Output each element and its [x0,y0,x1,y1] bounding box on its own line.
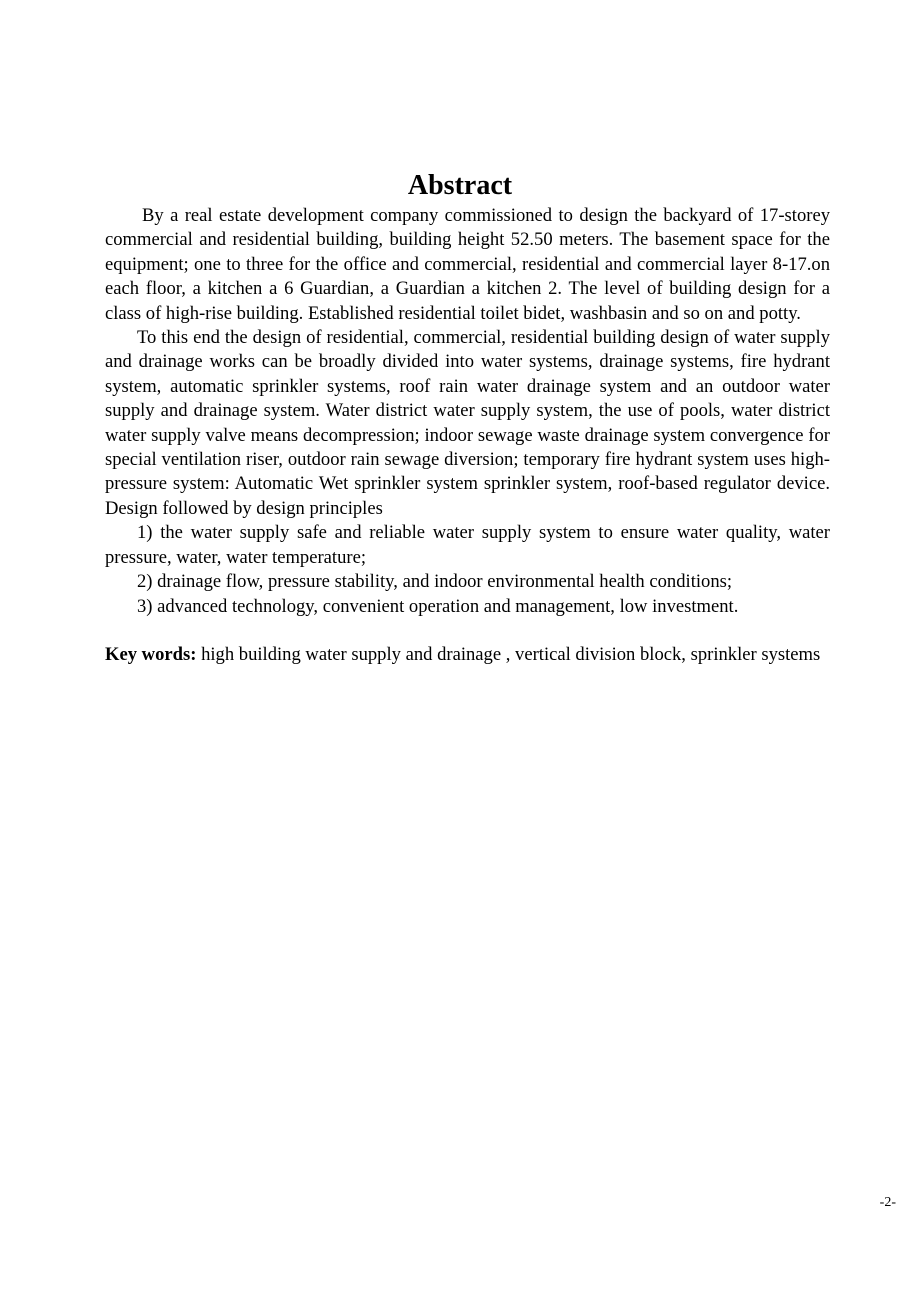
abstract-title: Abstract [407,170,513,201]
abstract-paragraph-1: By a real estate development company commissioned to design the backyard of 17-storey commercial and residential building, building height 52.50 meters. The basement space for the equipment; one to three for the office and commercial, residential and commercial layer 8-17.on each floor, a kitchen a 6 Guardian, a Guardian a kitchen 2. The level of building design for a class of high-rise building. Established residential toilet bidet, washbasin and so on and potty. [105,205,830,324]
abstract-paragraph-2: To this end the design of residential, commercial, residential building design of water supply and drainage works can be broadly divided into water systems, drainage systems, fire hydrant system, automatic sprinkler systems, roof rain water drainage system and an outdoor water supply and drainage system. Water district water supply system, the use of pools, water district water supply valve means decompression; indoor sewage waste drainage system convergence for special ventilation riser, outdoor rain sewage diversion; temporary fire hydrant system uses high-pressure system: Automatic Wet sprinkler system sprinkler system, roof-based regulator device. Design followed by design principles [105,327,830,519]
design-principle-1: 1) the water supply safe and reliable water supply system to ensure water quality, water pressure, water, water temperature; [105,522,830,568]
keywords-label: Key words: [105,643,197,665]
keywords-text: high building water supply and drainage , vertical division block, sprinkler systems [196,643,821,665]
design-principle-2: 2) drainage flow, pressure stability, and indoor environmental health conditions; [137,571,733,593]
abstract-body [105,204,830,667]
page-number: -2- [879,1195,896,1210]
design-principle-3: 3) advanced technology, convenient operation and management, low investment. [137,595,739,617]
keywords-line [105,643,830,667]
